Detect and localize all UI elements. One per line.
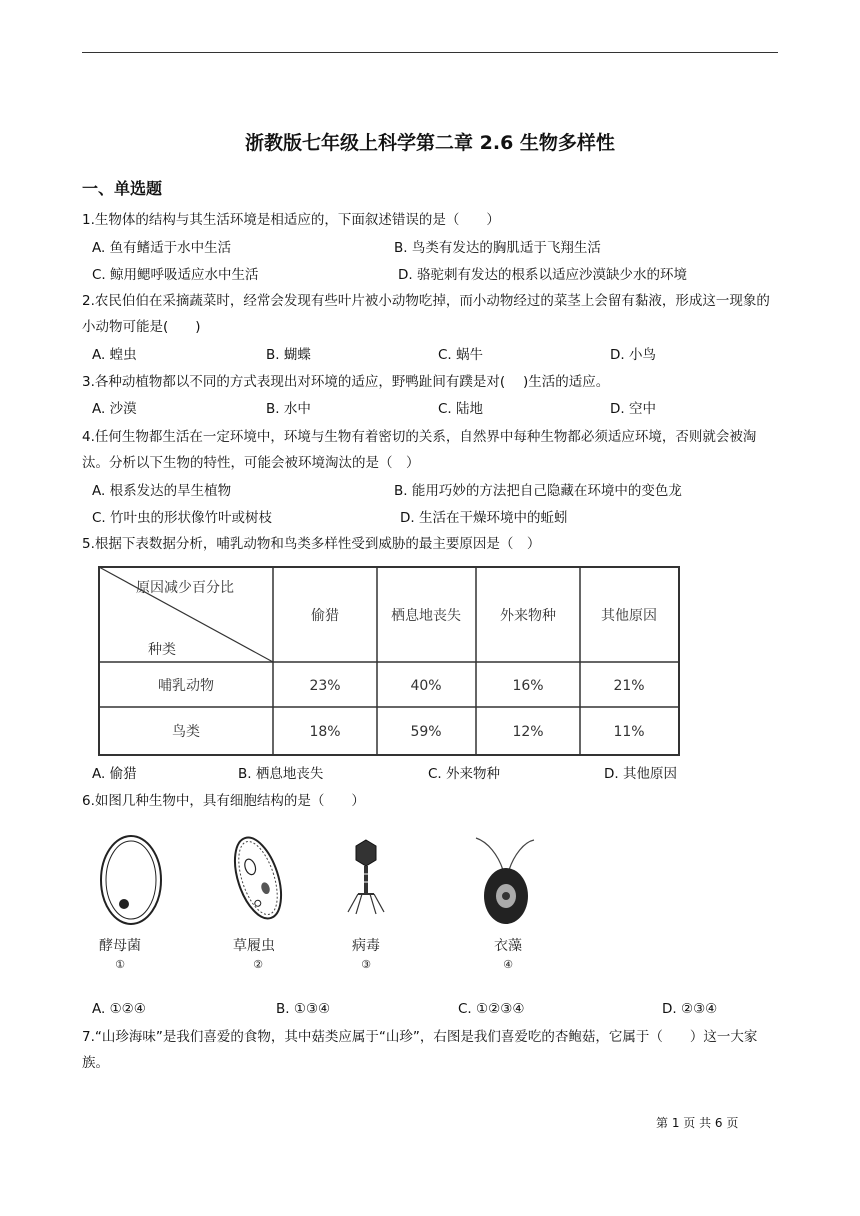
organism-illustrations <box>98 830 568 980</box>
yeast-illustration <box>101 836 161 924</box>
figure-number: ① <box>115 958 125 971</box>
table-cell: 23% <box>309 678 341 694</box>
question-3-option-a[interactable]: A. 沙漠 <box>92 401 137 417</box>
question-1-stem: 1.生物体的结构与其生活环境是相适应的，下面叙述错误的是（ ） <box>82 212 500 228</box>
row-header: 鸟类 <box>172 724 200 740</box>
question-3-option-d[interactable]: D. 空中 <box>610 401 656 417</box>
question-4-option-b[interactable]: B. 能用巧妙的方法把自己隐藏在环境中的变色龙 <box>394 483 682 499</box>
question-1-option-a[interactable]: A. 鱼有鳍适于水中生活 <box>92 240 232 256</box>
column-header: 其他原因 <box>601 608 657 624</box>
header-rule <box>82 52 778 53</box>
question-7-stem: 7.“山珍海味”是我们喜爱的食物，其中菇类应属于“山珍”，右图是我们喜爱吃的杏鲍菇，它属于（ ）这一大家族。 <box>82 1029 758 1071</box>
question-1-option-b[interactable]: B. 鸟类有发达的胸肌适于飞翔生活 <box>394 240 601 256</box>
question-1-option-d[interactable]: D. 骆驼刺有发达的根系以适应沙漠缺少水的环境 <box>398 267 687 283</box>
figure-label: 草履虫 <box>233 938 275 954</box>
table-cell: 21% <box>613 678 645 694</box>
question-6-option-a[interactable]: A. ①②④ <box>92 1001 146 1017</box>
question-5-option-d[interactable]: D. 其他原因 <box>604 766 677 782</box>
column-header: 偷猎 <box>311 608 339 624</box>
question-6-option-c[interactable]: C. ①②③④ <box>458 1001 525 1017</box>
table-cell: 12% <box>512 724 544 740</box>
chlamydomonas-illustration <box>476 838 534 924</box>
question-3-option-b[interactable]: B. 水中 <box>266 401 311 417</box>
table-grid <box>98 566 680 756</box>
table-cell: 18% <box>309 724 341 740</box>
column-header: 外来物种 <box>500 608 556 624</box>
question-3-option-c[interactable]: C. 陆地 <box>438 401 484 417</box>
question-2-stem: 2.农民伯伯在采摘蔬菜时，经常会发现有些叶片被小动物吃掉，而小动物经过的菜茎上会留有黏液，形成这一现象的小动物可能是( ) <box>82 293 770 335</box>
page-title: 浙教版七年级上科学第二章 2.6 生物多样性 <box>245 132 615 154</box>
question-4-stem: 4.任何生物都生活在一定环境中，环境与生物有着密切的关系，自然界中每种生物都必须适应环境，否则就会被淘汰。分析以下生物的特性，可能会被环境淘汰的是（ ） <box>82 429 757 471</box>
figure-label: 衣藻 <box>494 938 522 954</box>
figure-number: ④ <box>503 958 513 971</box>
corner-bottom-label: 种类 <box>148 642 176 658</box>
page-footer: 第 1 页 共 6 页 <box>656 1116 739 1130</box>
question-5-option-b[interactable]: B. 栖息地丧失 <box>238 766 324 782</box>
table-cell: 59% <box>410 724 442 740</box>
question-6-stem: 6.如图几种生物中，具有细胞结构的是（ ） <box>82 793 365 809</box>
threat-data-table <box>98 566 680 756</box>
figure-number: ③ <box>361 958 371 971</box>
figure-label: 酵母菌 <box>99 938 141 954</box>
table-cell: 16% <box>512 678 544 694</box>
table-cell: 11% <box>613 724 645 740</box>
question-2-option-b[interactable]: B. 蝴蝶 <box>266 347 311 363</box>
organism-figures <box>98 830 568 980</box>
figure-label: 病毒 <box>352 938 380 954</box>
question-4-option-d[interactable]: D. 生活在干燥环境中的蚯蚓 <box>400 510 568 526</box>
table-cell: 40% <box>410 678 442 694</box>
section-heading: 一、单选题 <box>82 179 163 198</box>
question-3-stem: 3.各种动植物都以不同的方式表现出对环境的适应，野鸭趾间有蹼是对( )生活的适应。 <box>82 374 610 390</box>
question-5-option-c[interactable]: C. 外来物种 <box>428 766 501 782</box>
question-6-option-d[interactable]: D. ②③④ <box>662 1001 718 1017</box>
question-1-option-c[interactable]: C. 鲸用鳃呼吸适应水中生活 <box>92 267 259 283</box>
question-2-option-a[interactable]: A. 蝗虫 <box>92 347 137 363</box>
virus-illustration <box>348 840 384 914</box>
figure-number: ② <box>253 958 263 971</box>
question-5-option-a[interactable]: A. 偷猎 <box>92 766 137 782</box>
question-2-option-c[interactable]: C. 蜗牛 <box>438 347 484 363</box>
column-header: 栖息地丧失 <box>391 608 461 624</box>
question-2-option-d[interactable]: D. 小鸟 <box>610 347 656 363</box>
question-5-stem: 5.根据下表数据分析，哺乳动物和鸟类多样性受到威胁的最主要原因是（ ） <box>82 536 541 552</box>
question-6-option-b[interactable]: B. ①③④ <box>276 1001 331 1017</box>
row-header: 哺乳动物 <box>158 678 214 694</box>
paramecium-illustration <box>226 832 290 924</box>
question-4-option-a[interactable]: A. 根系发达的旱生植物 <box>92 483 232 499</box>
corner-top-label: 原因减少百分比 <box>136 580 234 596</box>
question-4-option-c[interactable]: C. 竹叶虫的形状像竹叶或树枝 <box>92 510 273 526</box>
